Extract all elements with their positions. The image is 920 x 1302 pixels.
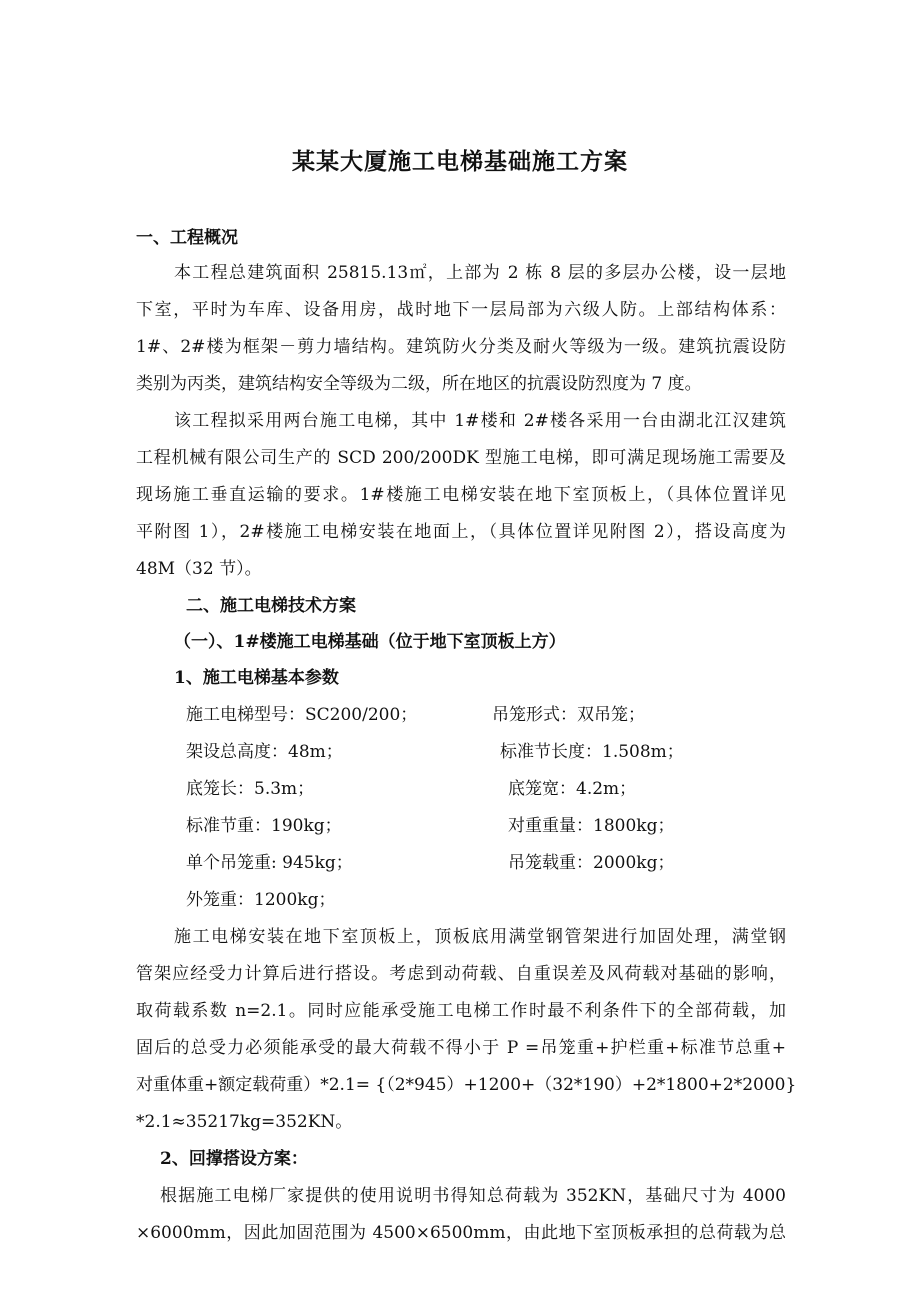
paragraph-line: 对重体重+额定载荷重）*2.1= {（2*945）+1200+（32*190）+2*1800+2*2000} [136, 1075, 797, 1095]
paragraph-line: *2.1≈35217kg=352KN。 [136, 1112, 353, 1132]
subsection-heading-shoring: 2、回撑搭设方案： [160, 1149, 308, 1169]
param-label: 标准节重：190kg； [186, 816, 342, 836]
paragraph-line: 48M（32 节）。 [136, 559, 262, 579]
paragraph-line: 固后的总受力必须能承受的最大荷载不得小于 P =吊笼重+护栏重+标准节总重+ [136, 1038, 786, 1058]
document-title: 某某大厦施工电梯基础施工方案 [292, 148, 628, 175]
section-heading-technical-plan: 二、施工电梯技术方案 [186, 596, 356, 616]
param-label: 外笼重：1200kg； [186, 890, 336, 910]
subsection-heading-parameters: 1、施工电梯基本参数 [174, 668, 339, 688]
param-label: 底笼长：5.3m； [186, 779, 315, 799]
paragraph-line: 取荷载系数 n=2.1。同时应能承受施工电梯工作时最不利条件下的全部荷载，加 [136, 1001, 786, 1021]
param-label: 吊笼形式：双吊笼； [492, 705, 645, 725]
param-label: 对重重量：1800kg； [508, 816, 675, 836]
param-label: 底笼宽：4.2m； [508, 779, 637, 799]
paragraph-line: 下室，平时为车库、设备用房，战时地下一层局部为六级人防。上部结构体系： [136, 300, 786, 320]
param-label: 标准节长度：1.508m； [500, 742, 684, 762]
paragraph-line: 现场施工垂直运输的要求。1#楼施工电梯安装在地下室顶板上，（具体位置详见 [136, 485, 786, 505]
paragraph-line: 1#、2#楼为框架－剪力墙结构。建筑防火分类及耐火等级为一级。建筑抗震设防 [136, 337, 786, 357]
paragraph-line: ×6000mm，因此加固范围为 4500×6500mm，由此地下室顶板承担的总荷载为总 [136, 1223, 786, 1243]
paragraph-line: 管架应经受力计算后进行搭设。考虑到动荷载、自重误差及风荷载对基础的影响， [136, 964, 786, 984]
subsection-heading-foundation: （一）、1#楼施工电梯基础（位于地下室顶板上方） [174, 632, 566, 652]
paragraph-line: 根据施工电梯厂家提供的使用说明书得知总荷载为 352KN，基础尺寸为 4000 [160, 1186, 786, 1206]
param-label: 单个吊笼重: 945kg； [186, 853, 353, 873]
paragraph-line: 工程机械有限公司生产的 SCD 200/200DK 型施工电梯，即可满足现场施工需要及 [136, 448, 786, 468]
param-label: 架设总高度：48m； [186, 742, 343, 762]
param-label: 施工电梯型号：SC200/200； [186, 705, 418, 725]
paragraph-line: 平附图 1），2#楼施工电梯安装在地面上，（具体位置详见附图 2），搭设高度为 [136, 522, 786, 542]
paragraph-line: 施工电梯安装在地下室顶板上，顶板底用满堂钢管架进行加固处理，满堂钢 [174, 927, 786, 947]
paragraph-line: 类别为丙类，建筑结构安全等级为二级，所在地区的抗震设防烈度为 7 度。 [136, 374, 702, 394]
paragraph-line: 本工程总建筑面积 25815.13㎡，上部为 2 栋 8 层的多层办公楼，设一层地 [174, 263, 786, 283]
paragraph-line: 该工程拟采用两台施工电梯，其中 1#楼和 2#楼各采用一台由湖北江汉建筑 [174, 411, 786, 431]
section-heading-overview: 一、工程概况 [136, 228, 238, 248]
param-label: 吊笼载重：2000kg； [508, 853, 675, 873]
